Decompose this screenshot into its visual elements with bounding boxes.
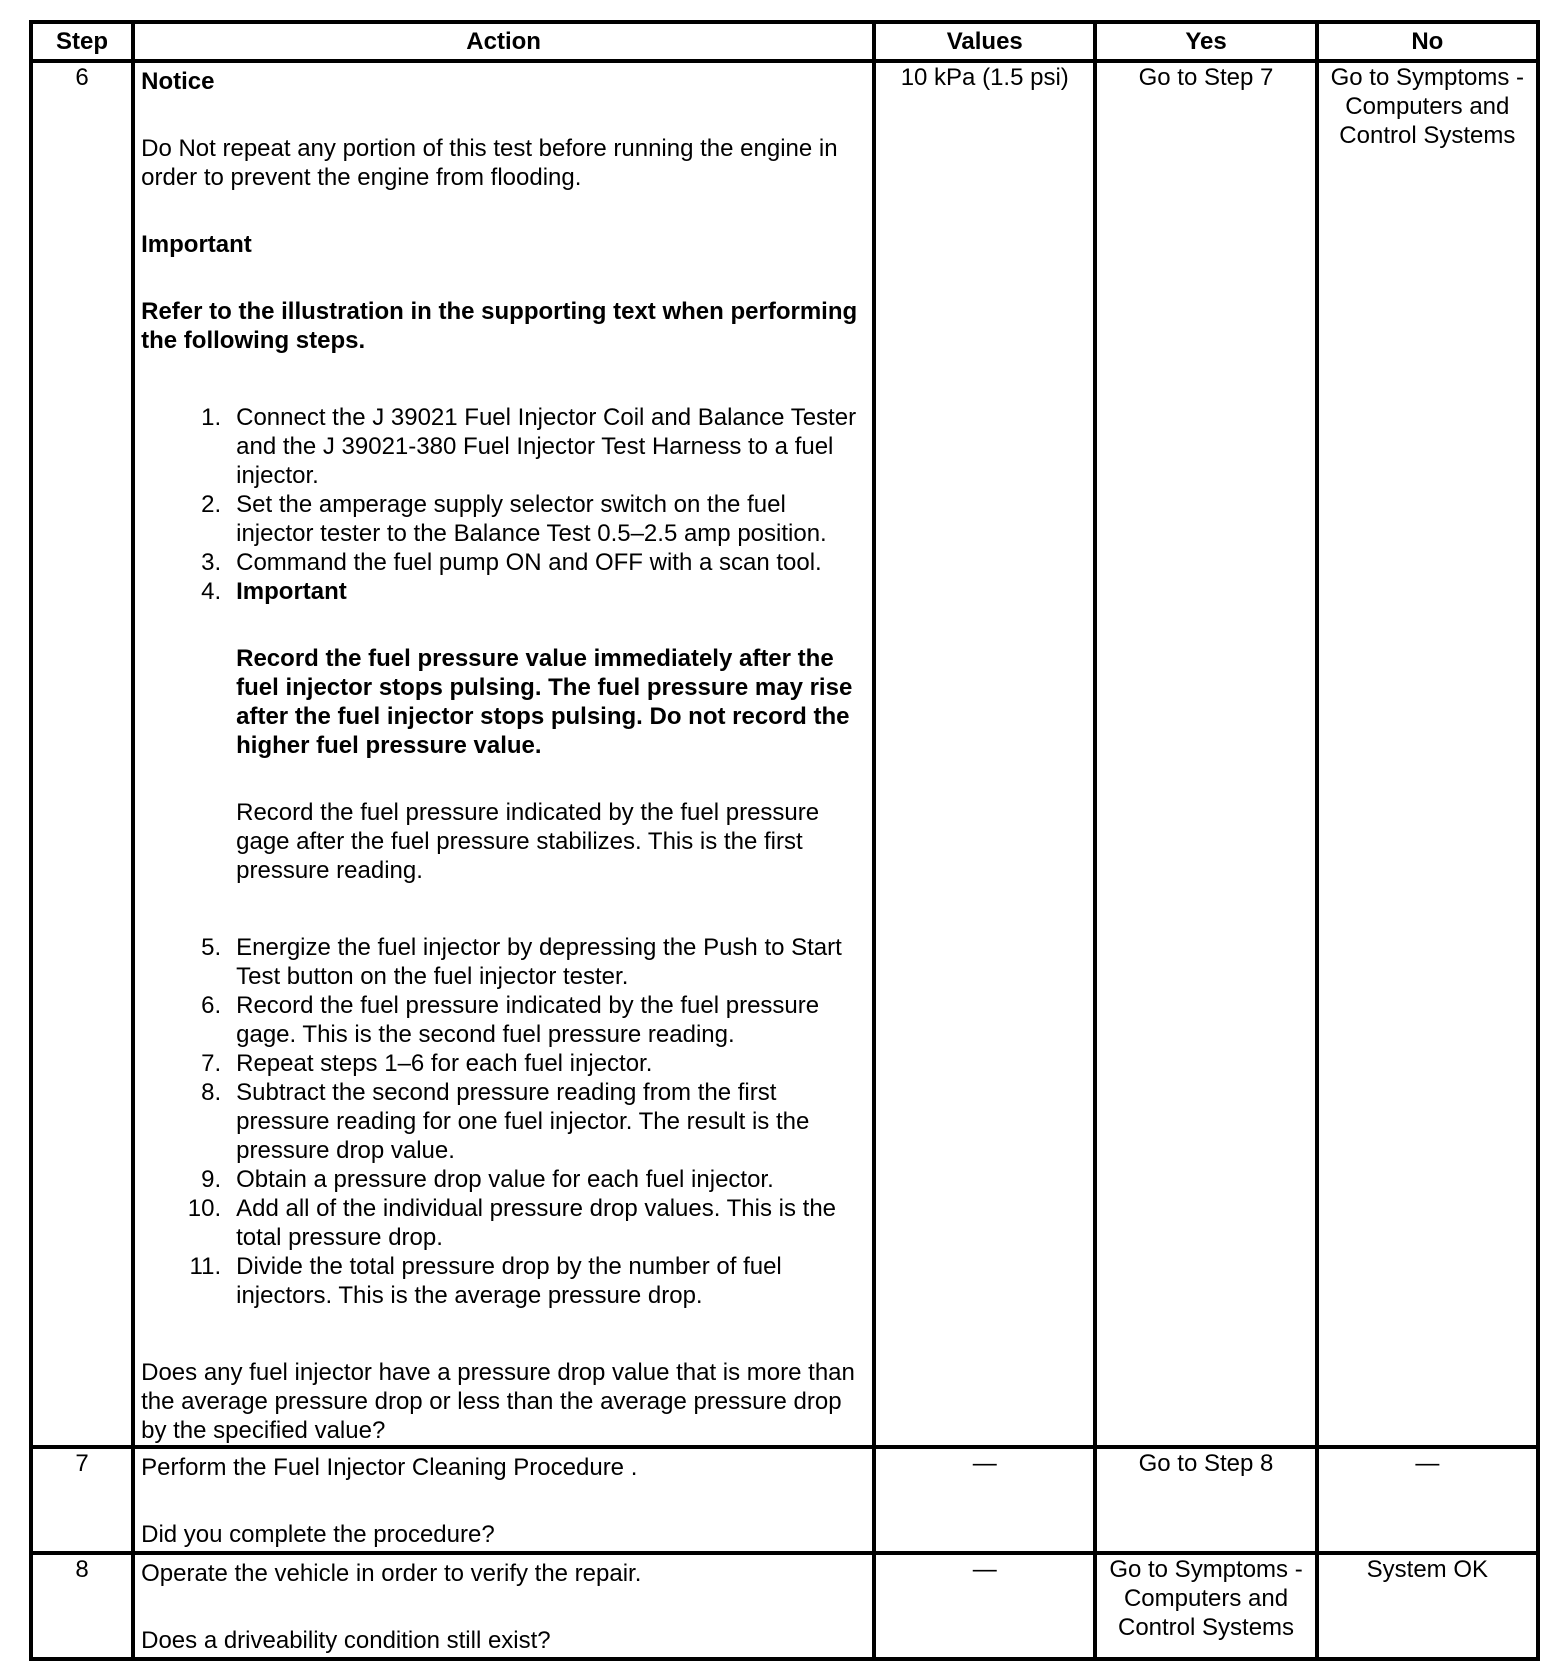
header-yes: Yes (1095, 22, 1316, 61)
question-text: Does a driveability condition still exist? (141, 1627, 551, 1654)
header-row (31, 22, 1538, 61)
list-item: 3. Command the fuel pump ON and OFF with a scan tool. (201, 549, 822, 576)
action-text: Perform the Fuel Injector Cleaning Procedure . (141, 1454, 638, 1481)
table-row (31, 1447, 1538, 1553)
question-text: Does any fuel injector have a pressure drop value that is more than the average pressure drop or less than the average pressure drop by the specified value? (141, 1359, 855, 1444)
important-text: Refer to the illustration in the supporting text when performing the following steps. (141, 298, 858, 354)
question-text: Did you complete the procedure? (141, 1521, 495, 1548)
list-item: 8. Subtract the second pressure reading from the first pressure reading for one fuel injector. The result is the pressure drop value. (201, 1079, 810, 1164)
table-row (31, 61, 1538, 1447)
step4-important-text: Record the fuel pressure value immediately after the fuel injector stops pulsing. The fuel pressure may rise after the fuel injector stops pulsing. Do not record the higher fuel pressure value. (236, 645, 853, 759)
value-cell: — (874, 1553, 1095, 1659)
action-cell (133, 61, 874, 1447)
no-cell: — (1317, 1447, 1538, 1553)
table-row (31, 1553, 1538, 1659)
procedure-list (141, 403, 866, 606)
value-cell: 10 kPa (1.5 psi) (874, 61, 1095, 1447)
list-item: 1. Connect the J 39021 Fuel Injector Coil and Balance Tester and the J 39021-380 Fuel Injector Test Harness to a fuel injector. (201, 404, 857, 489)
step-number: 6 (31, 61, 133, 1447)
list-item: 6. Record the fuel pressure indicated by the fuel pressure gage. This is the second fuel pressure reading. (201, 992, 820, 1048)
step-number: 8 (31, 1553, 133, 1659)
procedure-list-continued (141, 933, 866, 1310)
yes-cell: Go to Step 7 (1095, 61, 1316, 1447)
step-number: 7 (31, 1447, 133, 1553)
value-cell: — (874, 1447, 1095, 1553)
list-item: 9. Obtain a pressure drop value for each fuel injector. (201, 1166, 774, 1193)
header-values: Values (874, 22, 1095, 61)
header-action: Action (133, 22, 874, 61)
header-step: Step (31, 22, 133, 61)
notice-text: Do Not repeat any portion of this test before running the engine in order to prevent the engine from flooding. (141, 135, 838, 191)
list-item: 4. Important (201, 578, 347, 605)
header-no: No (1317, 22, 1538, 61)
list-item: 2. Set the amperage supply selector switch on the fuel injector tester to the Balance Test 0.5–2.5 amp position. (201, 491, 827, 547)
action-cell (133, 1553, 874, 1659)
yes-cell: Go to Step 8 (1095, 1447, 1316, 1553)
list-item: 5. Energize the fuel injector by depressing the Push to Start Test button on the fuel injector tester. (201, 934, 842, 990)
important-title: Important (141, 231, 252, 258)
diagnostic-table (29, 20, 1540, 1661)
list-item: 7. Repeat steps 1–6 for each fuel injector. (201, 1050, 653, 1077)
no-cell: System OK (1317, 1553, 1538, 1659)
action-text: Operate the vehicle in order to verify the repair. (141, 1560, 642, 1587)
list-item: 11. Divide the total pressure drop by the number of fuel injectors. This is the average pressure drop. (189, 1253, 782, 1309)
list-item: 10. Add all of the individual pressure drop values. This is the total pressure drop. (187, 1195, 837, 1251)
action-cell (133, 1447, 874, 1553)
yes-cell: Go to Symptoms - Computers and Control Systems (1095, 1553, 1316, 1659)
step4-text: Record the fuel pressure indicated by the fuel pressure gage after the fuel pressure stabilizes. This is the first pressure reading. (236, 799, 820, 884)
notice-title: Notice (141, 68, 215, 95)
no-cell: Go to Symptoms - Computers and Control Systems (1317, 61, 1538, 1447)
